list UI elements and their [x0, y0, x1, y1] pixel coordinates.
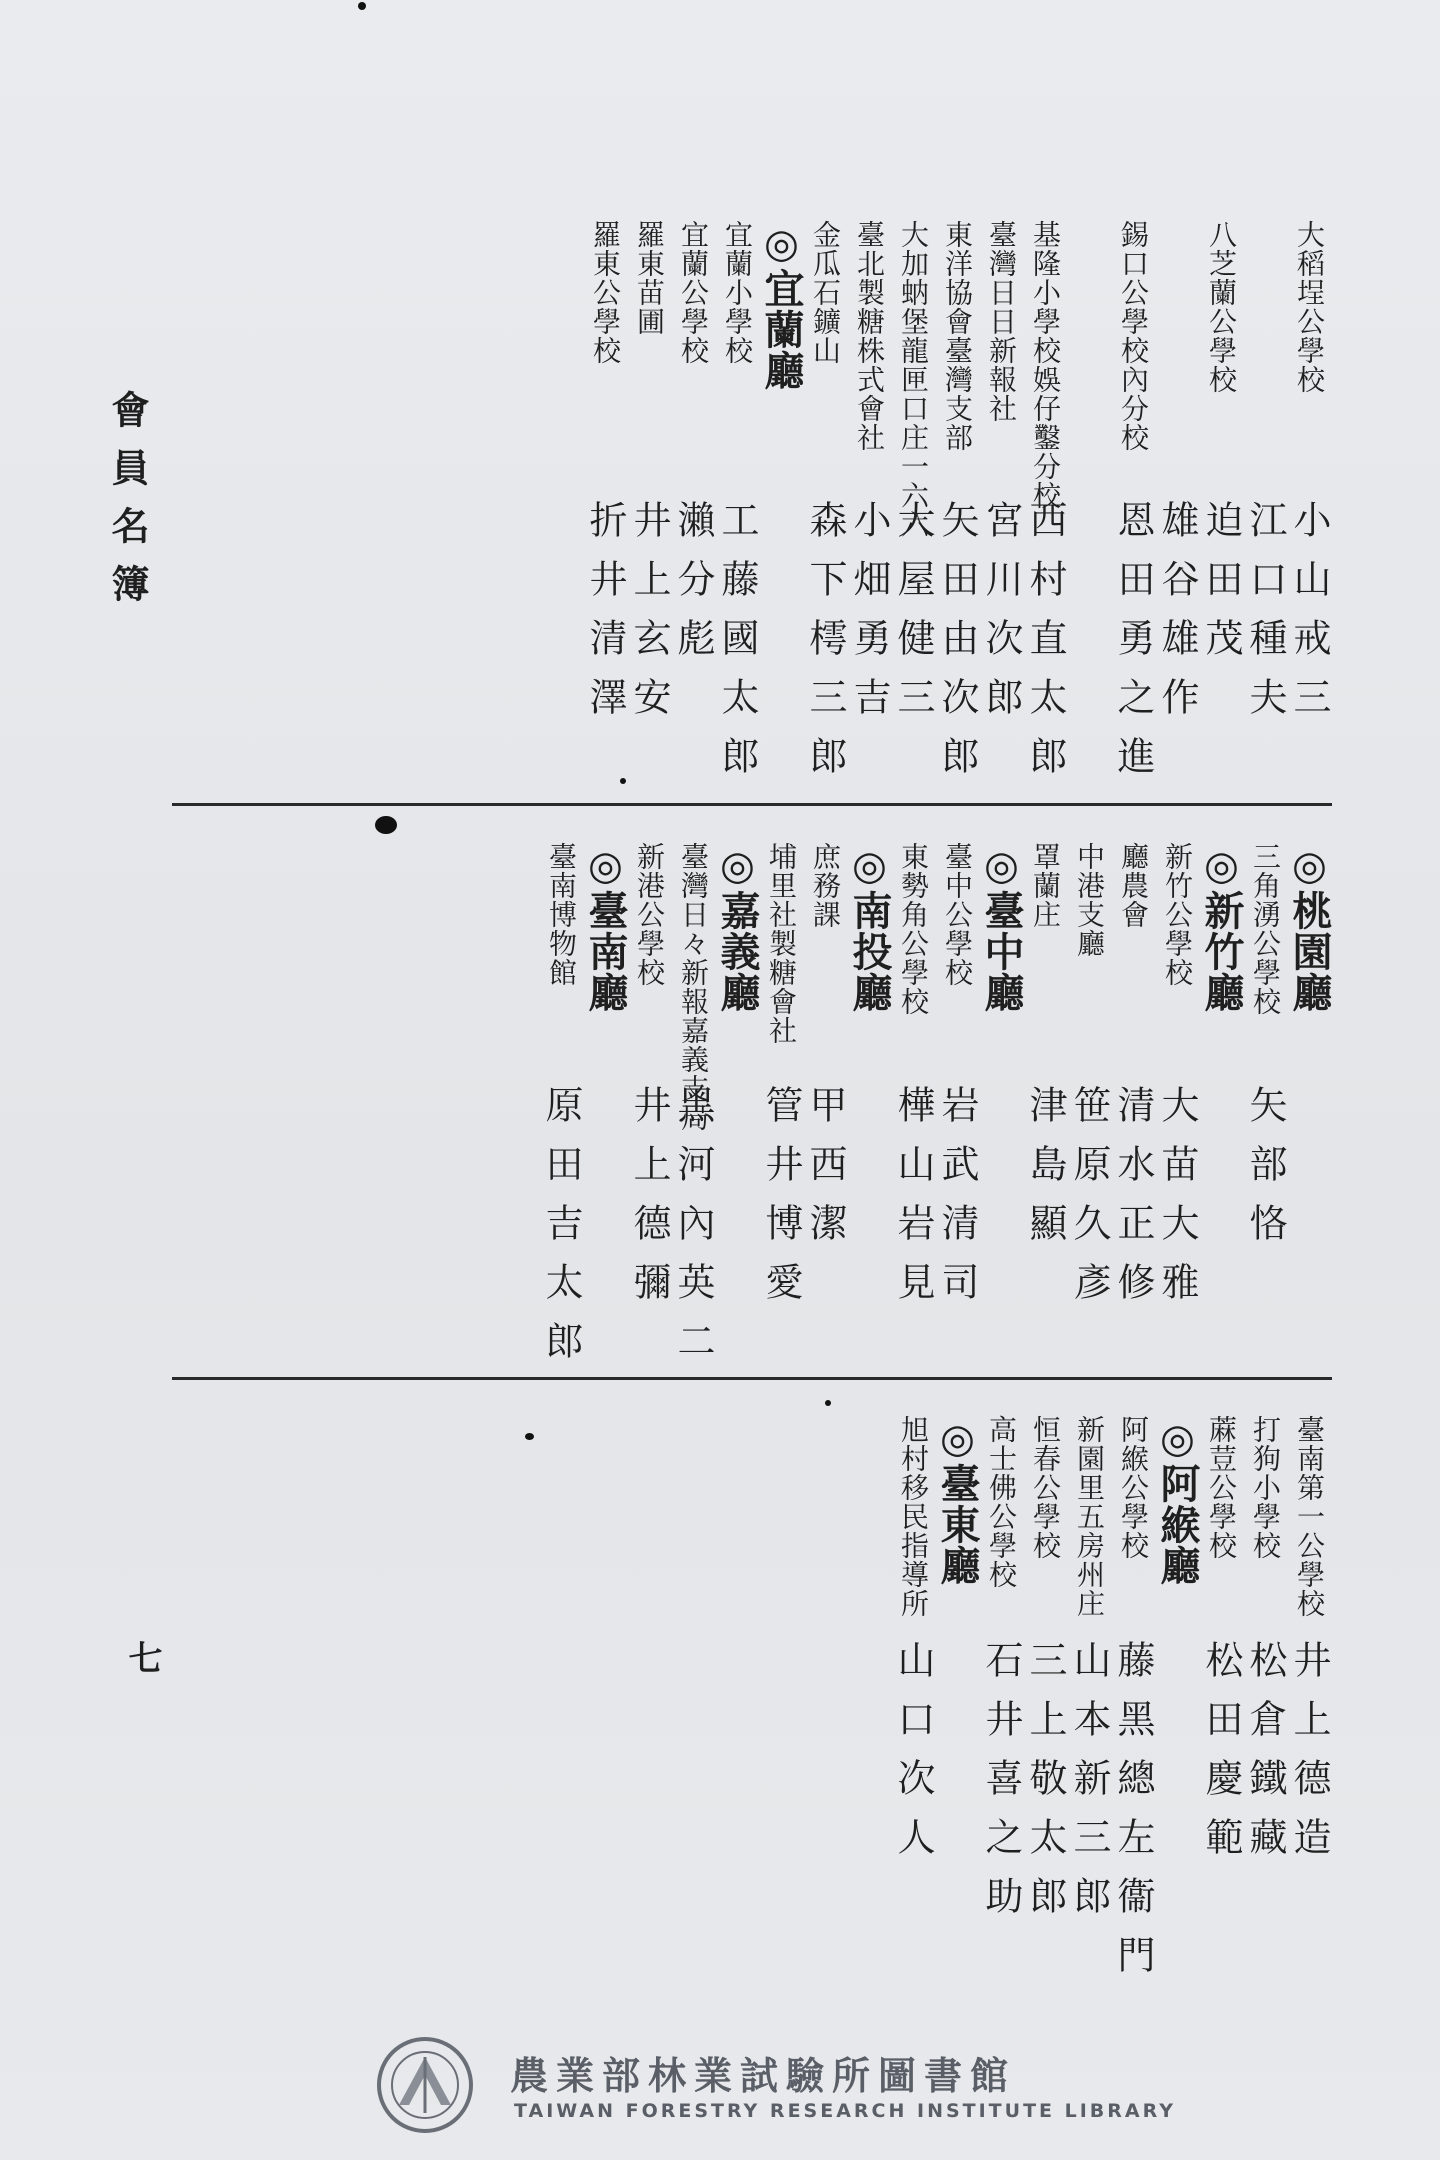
member-name: 瀨分彪 — [671, 500, 715, 677]
member-name: 黑河內英二 — [671, 1085, 715, 1380]
institution-name: 東洋協會臺灣支部 — [941, 220, 974, 452]
member-name: 松倉鐵藏 — [1243, 1640, 1287, 1876]
institution-name: 中港支廳 — [1073, 842, 1106, 958]
member-name: 松田慶範 — [1199, 1640, 1243, 1876]
member-name: 宮川次郎 — [979, 500, 1023, 736]
institution-name: 東勢角公學校 — [897, 842, 930, 1016]
institution-name: 三角湧公學校 — [1249, 842, 1282, 1016]
institution-name: 基隆小學校娛仔鑿分校 — [1029, 220, 1062, 510]
section-divider — [172, 803, 1332, 806]
institution-name: 臺灣日日新報社 — [985, 220, 1018, 423]
institution-name: 羅東苗圃 — [633, 220, 666, 336]
district-heading: ◎宜蘭廳 — [758, 220, 805, 391]
running-head: 會員名簿 — [105, 390, 150, 622]
institution-name: 新港公學校 — [633, 842, 666, 987]
institution-name: 大稻埕公學校 — [1293, 220, 1326, 394]
district-heading: ◎臺南廳 — [582, 842, 629, 1013]
library-name-en: TAIWAN FORESTRY RESEARCH INSTITUTE LIBRARY — [514, 2100, 1176, 2122]
library-name-cn: 農業部林業試驗所圖書館 — [510, 2054, 1017, 2098]
page-number: 七 — [122, 1640, 162, 1674]
member-name: 清水正修 — [1111, 1085, 1155, 1321]
institution-name: 大加蚋堡龍匣口庄一六六 — [897, 220, 930, 539]
member-name: 江口種夫 — [1243, 500, 1287, 736]
district-heading: ◎阿緱廳 — [1154, 1415, 1201, 1586]
institution-name: 宜蘭小學校 — [721, 220, 754, 365]
institution-name: 庶務課 — [809, 842, 842, 929]
district-heading: ◎臺東廳 — [934, 1415, 981, 1586]
member-name: 迫田茂 — [1199, 500, 1243, 677]
member-name: 矢田由次郎 — [935, 500, 979, 795]
institution-name: 臺南第一公學校 — [1293, 1415, 1326, 1618]
district-heading: ◎嘉義廳 — [714, 842, 761, 1013]
institution-name: 臺中公學校 — [941, 842, 974, 987]
member-name: 樺山岩見 — [891, 1085, 935, 1321]
member-name: 西村直太郎 — [1023, 500, 1067, 795]
institution-name: 新園里五房州庄 — [1073, 1415, 1106, 1618]
institution-name: 臺灣日々新報嘉義支局 — [677, 842, 710, 1132]
institution-name: 八芝蘭公學校 — [1205, 220, 1238, 394]
member-name: 矢部恪 — [1243, 1085, 1287, 1262]
member-name: 小畑勇吉 — [847, 500, 891, 736]
member-name: 石井喜之助 — [979, 1640, 1023, 1935]
institution-name: 錫口公學校內分校 — [1117, 220, 1150, 452]
member-name: 藤黑總左衞門 — [1111, 1640, 1155, 1994]
member-name: 笹原久彥 — [1067, 1085, 1111, 1321]
institution-name: 阿緱公學校 — [1117, 1415, 1150, 1560]
institution-name: 羅東公學校 — [589, 220, 622, 365]
member-name: 山本新三郎 — [1067, 1640, 1111, 1935]
member-name: 工藤國太郎 — [715, 500, 759, 795]
member-name: 恩田勇之進 — [1111, 500, 1155, 795]
institution-name: 恒春公學校 — [1029, 1415, 1062, 1560]
member-name: 井上德造 — [1287, 1640, 1331, 1876]
institution-name: 埔里社製糖會社 — [765, 842, 798, 1045]
member-name: 雄谷雄作 — [1155, 500, 1199, 736]
district-heading: ◎桃園廳 — [1286, 842, 1333, 1013]
institution-name: 廳農會 — [1117, 842, 1150, 929]
member-name: 津島顯 — [1023, 1085, 1067, 1262]
member-name: 山口次人 — [891, 1640, 935, 1876]
member-name: 原田吉太郎 — [539, 1085, 583, 1380]
member-name: 大苗大雅 — [1155, 1085, 1199, 1321]
member-name: 管井博愛 — [759, 1085, 803, 1321]
institution-name: 新竹公學校 — [1161, 842, 1194, 987]
member-name: 大屋健三 — [891, 500, 935, 736]
member-name: 岩武清司 — [935, 1085, 979, 1321]
member-entry — [884, 1415, 942, 1975]
institution-name: 宜蘭公學校 — [677, 220, 710, 365]
member-name: 折井清澤 — [583, 500, 627, 736]
institution-name: 罩蘭庄 — [1029, 842, 1062, 929]
institution-name: 蔴荳公學校 — [1205, 1415, 1238, 1560]
district-heading: ◎南投廳 — [846, 842, 893, 1013]
institution-name: 旭村移民指導所 — [897, 1415, 930, 1618]
member-entry — [576, 220, 634, 780]
member-name: 井上玄安 — [627, 500, 671, 736]
member-name: 小山戒三 — [1287, 500, 1331, 736]
member-name: 森下樗三郎 — [803, 500, 847, 795]
district-heading: ◎臺中廳 — [978, 842, 1025, 1013]
member-name: 三上敬太郎 — [1023, 1640, 1067, 1935]
institution-name: 金瓜石鑛山 — [809, 220, 842, 365]
member-name: 甲西潔 — [803, 1085, 847, 1262]
institution-name: 高士佛公學校 — [985, 1415, 1018, 1589]
institution-name: 打狗小學校 — [1249, 1415, 1282, 1560]
district-heading: ◎新竹廳 — [1198, 842, 1245, 1013]
library-seal-logo — [375, 2035, 475, 2135]
member-name: 井上德彌 — [627, 1085, 671, 1321]
institution-name: 臺北製糖株式會社 — [853, 220, 886, 452]
member-entry — [532, 842, 590, 1402]
institution-name: 臺南博物館 — [545, 842, 578, 987]
